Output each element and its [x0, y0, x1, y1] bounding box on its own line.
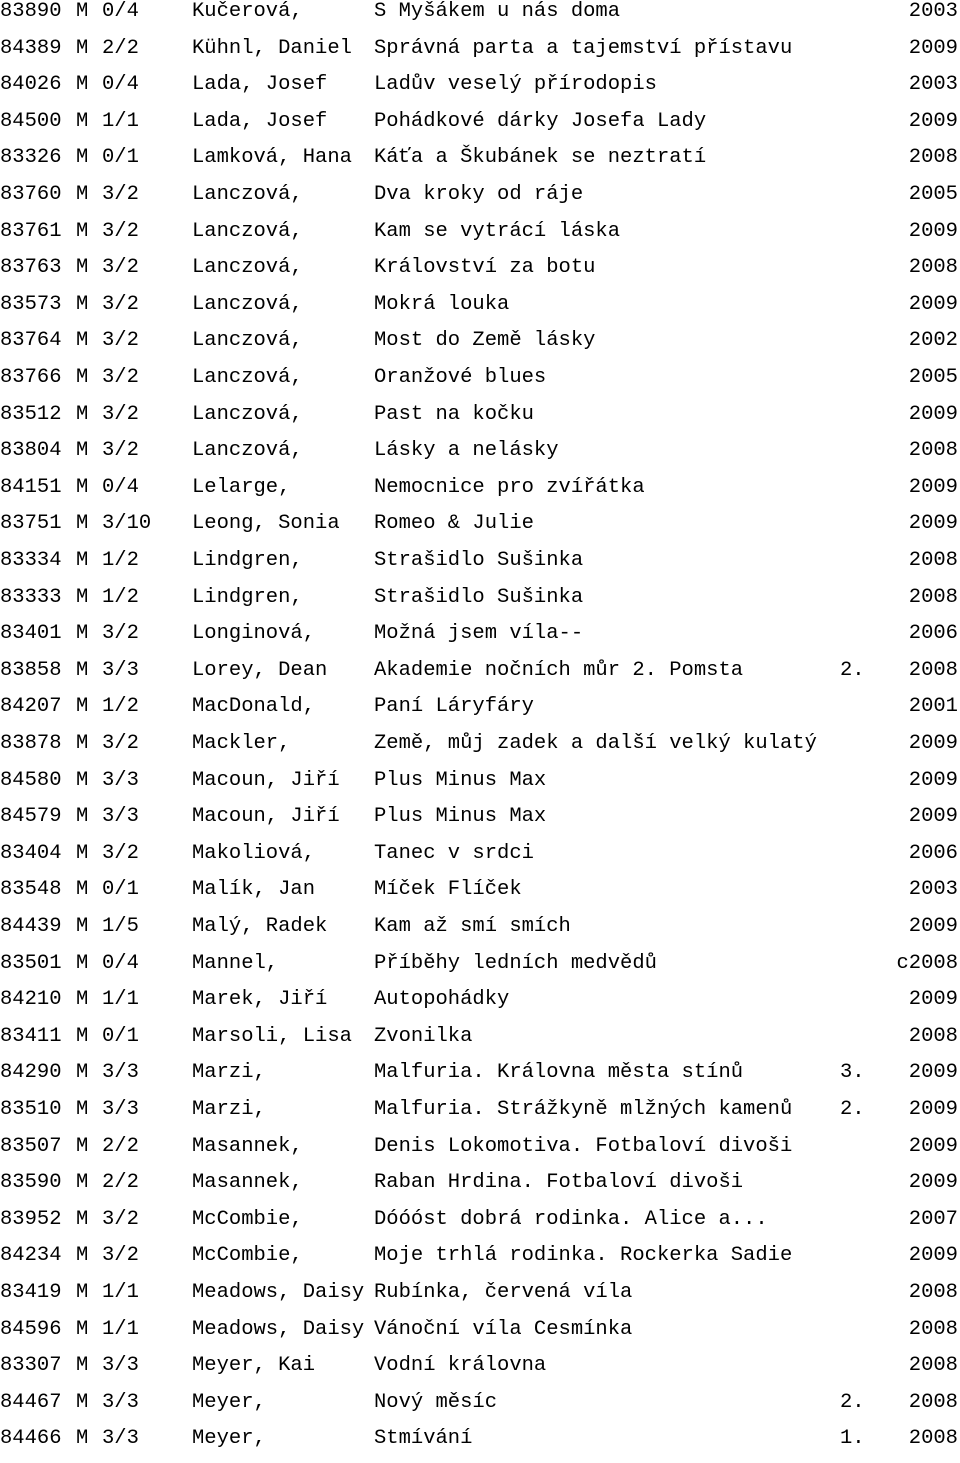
record-count: 0/1 [102, 878, 139, 902]
record-marker: M [76, 1171, 89, 1195]
record-title: Autopohádky [374, 988, 510, 1012]
record-count: 3/2 [102, 366, 139, 389]
record-title: Strašidlo Sušinka [374, 549, 584, 572]
record-count: 3/2 [102, 1244, 139, 1268]
record-author: Meyer, Kai [192, 1354, 316, 1378]
record-title: Paní Láryfáry [374, 695, 534, 719]
record-marker: M [76, 109, 89, 133]
record-marker: M [76, 146, 89, 170]
record-count: 1/1 [102, 1317, 139, 1341]
record-author: Kučerová, [192, 0, 303, 23]
record-title: Plus Minus Max [374, 805, 547, 829]
record-title: Dva kroky od ráje [374, 183, 584, 206]
record-author: Lanczová, [192, 256, 303, 280]
record-author: Marzi, [192, 1098, 266, 1121]
record-marker: M [76, 73, 89, 97]
record-id: 83401 [0, 622, 62, 646]
record-marker: M [76, 805, 89, 829]
record-count: 3/3 [102, 1427, 139, 1451]
record-marker: M [76, 1281, 89, 1304]
record-id: 84439 [0, 915, 62, 938]
record-title: Země, můj zadek a další velký kulatý [374, 732, 817, 755]
record-year: 2008 [908, 1354, 958, 1378]
table-row [0, 73, 960, 109]
record-title: Vánoční víla Cesmínka [374, 1317, 633, 1341]
table-row [0, 293, 960, 329]
record-marker: M [76, 329, 89, 353]
record-year: 2009 [908, 768, 958, 792]
record-year: 2002 [908, 329, 958, 353]
table-row [0, 439, 960, 475]
record-author: Meadows, Daisy [192, 1317, 365, 1341]
record-id: 84207 [0, 695, 62, 719]
record-count: 1/5 [102, 915, 139, 938]
record-year: 2009 [908, 1171, 958, 1195]
record-id: 83510 [0, 1098, 62, 1121]
record-title: Dóóóst dobrá rodinka. Alice a... [374, 1207, 768, 1231]
record-year: 2009 [908, 915, 958, 938]
record-count: 1/2 [102, 695, 139, 719]
record-id: 83764 [0, 329, 62, 353]
record-marker: M [76, 1317, 89, 1341]
record-volume: 3. [840, 1061, 865, 1085]
record-title: Možná jsem víla-- [374, 622, 584, 646]
record-marker: M [76, 1354, 89, 1378]
record-author: Malík, Jan [192, 878, 316, 902]
record-marker: M [76, 1061, 89, 1085]
record-marker: M [76, 219, 89, 243]
record-id: 83890 [0, 0, 62, 23]
record-title: Tanec v srdci [374, 841, 534, 865]
record-author: Lanczová, [192, 219, 303, 243]
record-marker: M [76, 585, 89, 609]
table-row [0, 1208, 960, 1244]
record-author: Lorey, Dean [192, 658, 328, 682]
record-year: 2001 [908, 695, 958, 719]
record-year: 2009 [908, 1244, 958, 1268]
record-author: Lada, Josef [192, 73, 328, 97]
table-row [0, 659, 960, 695]
record-title: Plus Minus Max [374, 768, 547, 792]
table-row [0, 1244, 960, 1280]
record-id: 83404 [0, 841, 62, 865]
record-count: 3/2 [102, 622, 139, 646]
record-author: Mackler, [192, 732, 291, 755]
record-id: 84151 [0, 475, 62, 499]
record-id: 83760 [0, 183, 62, 206]
table-row [0, 622, 960, 658]
table-row [0, 220, 960, 256]
record-count: 0/1 [102, 1024, 139, 1048]
record-count: 3/3 [102, 1354, 139, 1378]
record-marker: M [76, 732, 89, 755]
record-year: 2007 [908, 1207, 958, 1231]
table-row [0, 1281, 960, 1317]
table-row [0, 183, 960, 219]
table-row [0, 512, 960, 548]
record-count: 3/10 [102, 512, 152, 536]
record-count: 3/2 [102, 219, 139, 243]
table-row [0, 769, 960, 805]
table-row [0, 0, 960, 36]
record-year: 2008 [908, 658, 958, 682]
table-row [0, 37, 960, 73]
record-marker: M [76, 1390, 89, 1414]
record-count: 3/3 [102, 1390, 139, 1414]
table-row [0, 952, 960, 988]
record-id: 83333 [0, 585, 62, 609]
table-row [0, 1171, 960, 1207]
record-volume: 1. [840, 1427, 865, 1451]
record-title: Rubínka, červená víla [374, 1281, 633, 1304]
record-count: 1/1 [102, 988, 139, 1012]
record-volume: 2. [840, 1390, 865, 1414]
record-author: Lanczová, [192, 292, 303, 316]
record-count: 2/2 [102, 36, 139, 60]
record-year: 2008 [908, 1317, 958, 1341]
record-author: Lada, Josef [192, 109, 328, 133]
record-count: 1/2 [102, 585, 139, 609]
record-title: Kam až smí smích [374, 915, 571, 938]
record-id: 83548 [0, 878, 62, 902]
record-author: Macoun, Jiří [192, 805, 340, 829]
record-id: 83858 [0, 658, 62, 682]
record-title: Romeo & Julie [374, 512, 534, 536]
record-count: 3/3 [102, 768, 139, 792]
record-title: Lásky a nelásky [374, 439, 559, 463]
record-id: 83411 [0, 1024, 62, 1048]
record-author: Meyer, [192, 1390, 266, 1414]
record-id: 84580 [0, 768, 62, 792]
record-count: 1/2 [102, 549, 139, 572]
record-id: 84234 [0, 1244, 62, 1268]
record-count: 2/2 [102, 1171, 139, 1195]
record-year: 2006 [908, 622, 958, 646]
table-row [0, 805, 960, 841]
record-year: 2003 [908, 73, 958, 97]
table-row [0, 549, 960, 585]
record-marker: M [76, 1098, 89, 1121]
record-marker: M [76, 1427, 89, 1451]
record-author: Lindgren, [192, 585, 303, 609]
table-row [0, 110, 960, 146]
record-marker: M [76, 36, 89, 60]
record-id: 83766 [0, 366, 62, 389]
record-marker: M [76, 1024, 89, 1048]
record-marker: M [76, 402, 89, 426]
record-id: 83419 [0, 1281, 62, 1304]
record-author: Meadows, Daisy [192, 1281, 365, 1304]
record-marker: M [76, 915, 89, 938]
record-author: Lanczová, [192, 366, 303, 389]
record-count: 0/4 [102, 475, 139, 499]
table-row [0, 1391, 960, 1427]
record-year: 2009 [908, 512, 958, 536]
record-count: 3/2 [102, 1207, 139, 1231]
record-count: 3/2 [102, 841, 139, 865]
record-author: Marzi, [192, 1061, 266, 1085]
record-marker: M [76, 1207, 89, 1231]
table-row [0, 695, 960, 731]
table-row [0, 1098, 960, 1134]
record-author: Lelarge, [192, 475, 291, 499]
table-row [0, 586, 960, 622]
record-year: 2008 [908, 439, 958, 463]
record-year: 2009 [908, 475, 958, 499]
record-author: Leong, Sonia [192, 512, 340, 536]
record-author: Masannek, [192, 1134, 303, 1158]
record-author: Marek, Jiří [192, 988, 328, 1012]
record-title: Kam se vytrácí láska [374, 219, 621, 243]
record-title: Příběhy ledních medvědů [374, 951, 657, 975]
record-year: 2008 [908, 585, 958, 609]
record-author: Lamková, Hana [192, 146, 352, 170]
record-id: 83334 [0, 549, 62, 572]
record-year: 2009 [908, 988, 958, 1012]
record-year: 2009 [908, 1061, 958, 1085]
table-row [0, 1135, 960, 1171]
record-title: Most do Země lásky [374, 329, 596, 353]
record-id: 83501 [0, 951, 62, 975]
record-count: 0/4 [102, 73, 139, 97]
record-author: Malý, Radek [192, 915, 328, 938]
record-count: 3/3 [102, 805, 139, 829]
record-marker: M [76, 0, 89, 23]
record-count: 3/2 [102, 256, 139, 280]
record-title: Zvonilka [374, 1024, 473, 1048]
record-year: 2008 [908, 146, 958, 170]
record-count: 3/2 [102, 292, 139, 316]
record-author: Marsoli, Lisa [192, 1024, 352, 1048]
record-count: 0/1 [102, 146, 139, 170]
table-row [0, 988, 960, 1024]
record-id: 84500 [0, 109, 62, 133]
table-row [0, 256, 960, 292]
record-author: Meyer, [192, 1427, 266, 1451]
record-id: 84467 [0, 1390, 62, 1414]
record-count: 0/4 [102, 951, 139, 975]
record-year: 2009 [908, 805, 958, 829]
record-marker: M [76, 475, 89, 499]
record-year: 2003 [908, 878, 958, 902]
record-author: McCombie, [192, 1244, 303, 1268]
record-author: Makoliová, [192, 841, 316, 865]
table-row [0, 146, 960, 182]
record-marker: M [76, 292, 89, 316]
table-row [0, 1354, 960, 1390]
record-year: 2006 [908, 841, 958, 865]
record-marker: M [76, 622, 89, 646]
record-count: 3/2 [102, 439, 139, 463]
record-title: Mokrá louka [374, 292, 510, 316]
record-marker: M [76, 1134, 89, 1158]
record-marker: M [76, 366, 89, 389]
record-title: Správná parta a tajemství přístavu [374, 36, 793, 60]
table-row [0, 842, 960, 878]
table-row [0, 732, 960, 768]
record-title: Vodní královna [374, 1354, 547, 1378]
record-author: Lanczová, [192, 402, 303, 426]
table-row [0, 329, 960, 365]
record-year: 2009 [908, 732, 958, 755]
record-title: Malfuria. Královna města stínů [374, 1061, 744, 1085]
record-title: Káťa a Škubánek se neztratí [374, 146, 707, 170]
record-count: 3/3 [102, 1098, 139, 1121]
record-count: 2/2 [102, 1134, 139, 1158]
table-row [0, 1025, 960, 1061]
record-author: Kühnl, Daniel [192, 36, 352, 60]
record-author: Lanczová, [192, 439, 303, 463]
record-author: Lindgren, [192, 549, 303, 572]
record-author: Macoun, Jiří [192, 768, 340, 792]
record-year: 2009 [908, 219, 958, 243]
record-id: 83507 [0, 1134, 62, 1158]
record-id: 83590 [0, 1171, 62, 1195]
record-count: 3/3 [102, 1061, 139, 1085]
record-title: Moje trhlá rodinka. Rockerka Sadie [374, 1244, 793, 1268]
table-row [0, 1318, 960, 1354]
record-title: Denis Lokomotiva. Fotbaloví divoši [374, 1134, 793, 1158]
record-author: Masannek, [192, 1171, 303, 1195]
record-id: 84596 [0, 1317, 62, 1341]
table-row [0, 878, 960, 914]
record-marker: M [76, 183, 89, 206]
record-title: Strašidlo Sušinka [374, 585, 584, 609]
record-id: 84466 [0, 1427, 62, 1451]
record-year: 2009 [908, 292, 958, 316]
record-author: McCombie, [192, 1207, 303, 1231]
record-id: 84210 [0, 988, 62, 1012]
record-author: MacDonald, [192, 695, 316, 719]
record-id: 83952 [0, 1207, 62, 1231]
record-marker: M [76, 988, 89, 1012]
record-id: 84290 [0, 1061, 62, 1085]
record-year: 2005 [908, 366, 958, 389]
record-marker: M [76, 878, 89, 902]
record-count: 3/2 [102, 402, 139, 426]
record-id: 83326 [0, 146, 62, 170]
record-count: 1/1 [102, 109, 139, 133]
record-id: 83878 [0, 732, 62, 755]
record-year: 2008 [908, 549, 958, 572]
record-id: 83573 [0, 292, 62, 316]
record-title: S Myšákem u nás doma [374, 0, 621, 23]
record-marker: M [76, 658, 89, 682]
table-row [0, 1061, 960, 1097]
record-author: Mannel, [192, 951, 279, 975]
record-title: Pohádkové dárky Josefa Lady [374, 109, 707, 133]
record-author: Lanczová, [192, 329, 303, 353]
record-year: 2009 [908, 1134, 958, 1158]
record-year: 2009 [908, 36, 958, 60]
record-year: 2008 [908, 1427, 958, 1451]
record-year: 2009 [908, 402, 958, 426]
record-title: Past na kočku [374, 402, 534, 426]
record-title: Akademie nočních můr 2. Pomsta [374, 658, 744, 682]
record-id: 83751 [0, 512, 62, 536]
table-row [0, 915, 960, 951]
record-id: 84579 [0, 805, 62, 829]
record-marker: M [76, 512, 89, 536]
record-id: 84026 [0, 73, 62, 97]
record-title: Oranžové blues [374, 366, 547, 389]
record-marker: M [76, 695, 89, 719]
record-volume: 2. [840, 658, 865, 682]
record-year: 2005 [908, 183, 958, 206]
record-year: 2009 [908, 1098, 958, 1121]
record-count: 0/4 [102, 0, 139, 23]
table-row [0, 366, 960, 402]
record-author: Lanczová, [192, 183, 303, 206]
record-year: 2008 [908, 256, 958, 280]
table-row [0, 403, 960, 439]
record-marker: M [76, 439, 89, 463]
record-year: c2008 [896, 951, 958, 975]
record-count: 3/3 [102, 658, 139, 682]
record-title: Ladův veselý přírodopis [374, 73, 657, 97]
record-title: Království za botu [374, 256, 596, 280]
record-count: 1/1 [102, 1281, 139, 1304]
record-id: 84389 [0, 36, 62, 60]
record-year: 2009 [908, 109, 958, 133]
record-volume: 2. [840, 1098, 865, 1121]
record-id: 83307 [0, 1354, 62, 1378]
record-year: 2003 [908, 0, 958, 23]
record-count: 3/2 [102, 183, 139, 206]
record-year: 2008 [908, 1390, 958, 1414]
table-row [0, 476, 960, 512]
record-title: Raban Hrdina. Fotbaloví divoši [374, 1171, 744, 1195]
record-title: Míček Flíček [374, 878, 522, 902]
record-count: 3/2 [102, 329, 139, 353]
record-author: Longinová, [192, 622, 316, 646]
record-count: 3/2 [102, 732, 139, 755]
record-title: Nový měsíc [374, 1390, 498, 1414]
record-year: 2008 [908, 1281, 958, 1304]
record-year: 2008 [908, 1024, 958, 1048]
record-id: 83804 [0, 439, 62, 463]
record-marker: M [76, 951, 89, 975]
record-id: 83512 [0, 402, 62, 426]
record-title: Nemocnice pro zvířátka [374, 475, 645, 499]
record-title: Malfuria. Strážkyně mlžných kamenů [374, 1098, 793, 1121]
record-marker: M [76, 841, 89, 865]
record-marker: M [76, 256, 89, 280]
record-id: 83761 [0, 219, 62, 243]
record-id: 83763 [0, 256, 62, 280]
record-marker: M [76, 1244, 89, 1268]
record-marker: M [76, 768, 89, 792]
record-title: Stmívání [374, 1427, 473, 1451]
record-marker: M [76, 549, 89, 572]
